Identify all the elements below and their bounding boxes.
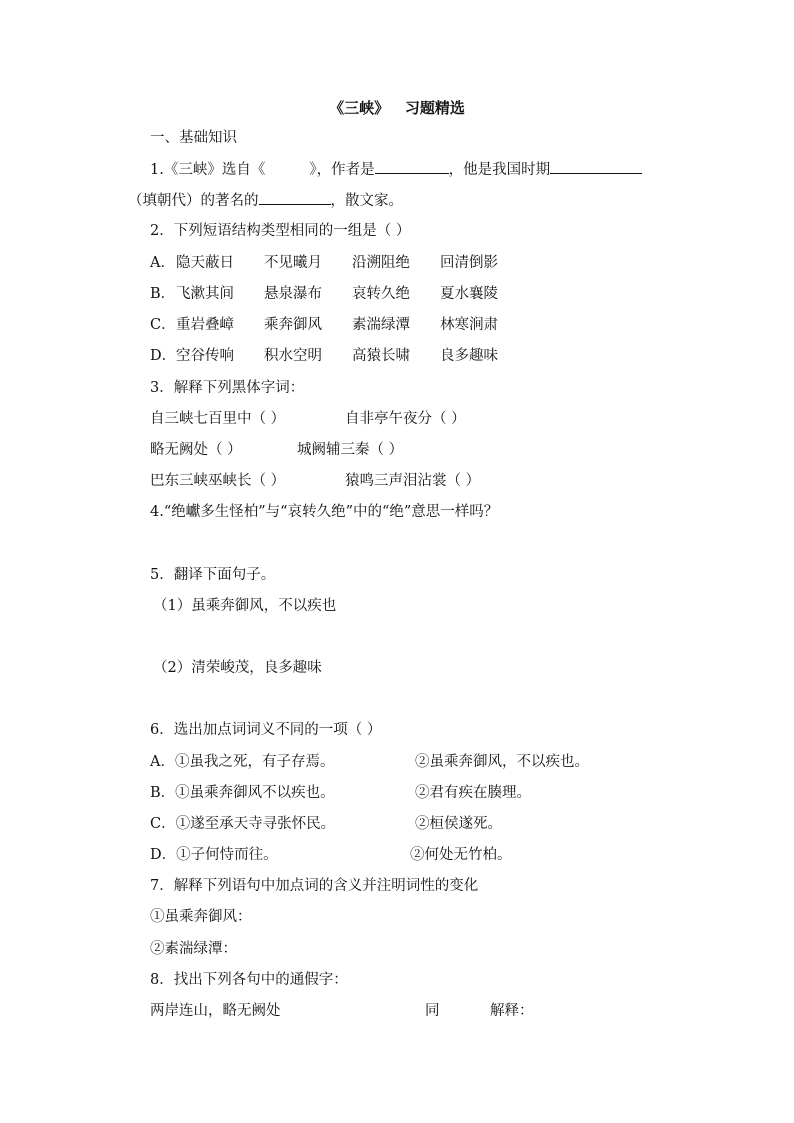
q8-tong-label: 同 <box>425 1003 440 1019</box>
question-7-stem: 7．解释下列语句中加点词的含义并注明词性的变化 <box>150 878 479 894</box>
q2-option-label: A． <box>150 255 175 271</box>
q6-option-c-left[interactable]: C．①遂至承天寺寻张怀民。 <box>150 816 336 832</box>
q3-item-3b: 猿鸣三声泪沾裳（ ） <box>345 473 481 489</box>
q6-option-d-right: ②何处无竹柏。 <box>410 847 512 863</box>
q2-phrase: 高猿长啸 <box>352 348 410 364</box>
q1-blank-period[interactable] <box>550 159 642 174</box>
q3-item-1b: 自非亭午夜分（ ） <box>345 411 466 427</box>
q6-option-c-right: ②桓侯遂死。 <box>415 816 502 832</box>
q5-sentence-2: （2）清荣峻茂，良多趣味 <box>153 660 322 676</box>
q2-phrase: 积水空明 <box>264 348 322 364</box>
question-1-line-2 <box>128 190 403 211</box>
q7-item-1: ①虽乘奔御风： <box>150 909 252 925</box>
q2-phrase: 素湍绿潭 <box>352 317 410 333</box>
q2-phrase: 空谷传响 <box>176 348 234 364</box>
q3-item-1a: 自三峡七百里中（ ） <box>150 411 286 427</box>
q2-phrase: 回清倒影 <box>440 255 498 271</box>
q2-phrase: 不见曦月 <box>264 255 322 271</box>
question-3-stem: 3．解释下列黑体字词： <box>150 380 305 396</box>
section-heading-basics: 一、基础知识 <box>150 130 237 146</box>
question-5-stem: 5．翻译下面句子。 <box>150 567 276 583</box>
q1-blank-author[interactable] <box>375 159 449 174</box>
q2-phrase: 乘奔御风 <box>264 317 322 333</box>
q1-text-d: （填朝代）的著名的 <box>128 193 259 209</box>
q2-option-label: B． <box>150 286 176 302</box>
q6-option-a-right: ②虽乘奔御风，不以疾也。 <box>415 754 589 770</box>
q8-sentence: 两岸连山，略无阙处 <box>150 1003 281 1019</box>
q6-option-d-left[interactable]: D．①子何恃而往。 <box>150 847 278 863</box>
q2-option-label: D． <box>150 348 177 364</box>
question-8-stem: 8．找出下列各句中的通假字： <box>150 972 348 988</box>
q6-option-a-left[interactable]: A．①虽我之死，有子存焉。 <box>150 754 335 770</box>
q1-blank-role[interactable] <box>259 190 331 205</box>
q2-phrase: 重岩叠嶂 <box>176 317 234 333</box>
question-1-line-1 <box>150 159 642 180</box>
q2-phrase: 良多趣味 <box>440 348 498 364</box>
q3-item-3a: 巴东三峡巫峡长（ ） <box>150 473 286 489</box>
q5-sentence-1: （1）虽乘奔御风，不以疾也 <box>153 598 337 614</box>
q2-phrase: 林寒涧肃 <box>440 317 498 333</box>
q2-phrase: 夏水襄陵 <box>440 286 498 302</box>
question-4: 4.“绝巘多生怪柏”与“哀转久绝”中的“绝”意思一样吗？ <box>150 504 499 520</box>
question-2-stem: 2．下列短语结构类型相同的一组是（ ） <box>150 223 411 239</box>
q1-text-b: 》，作者是 <box>309 162 375 178</box>
q6-option-b-right: ②君有疾在腠理。 <box>415 785 531 801</box>
q2-phrase: 沿溯阻绝 <box>352 255 410 271</box>
question-6-stem: 6．选出加点词词义不同的一项（ ） <box>150 722 382 738</box>
q6-option-b-left[interactable]: B．①虽乘奔御风不以疾也。 <box>150 785 335 801</box>
q2-phrase: 隐天蔽日 <box>176 255 234 271</box>
q2-phrase: 哀转久绝 <box>352 286 410 302</box>
q1-text-c: ，他是我国时期 <box>448 162 551 178</box>
q1-text-a: 1.《三峡》选自《 <box>150 162 266 178</box>
q7-item-2: ②素湍绿潭： <box>150 941 237 957</box>
q2-phrase: 飞漱其间 <box>176 286 234 302</box>
q1-text-e: ，散文家。 <box>330 193 403 209</box>
q2-phrase: 悬泉瀑布 <box>264 286 322 302</box>
page-title: 《三峡》 习题精选 <box>329 99 465 117</box>
q2-option-label: C． <box>150 317 176 333</box>
q3-item-2b: 城阙辅三秦（ ） <box>297 442 404 458</box>
q8-explain-label: 解释： <box>490 1003 534 1019</box>
q3-item-2a: 略无阙处（ ） <box>150 442 242 458</box>
